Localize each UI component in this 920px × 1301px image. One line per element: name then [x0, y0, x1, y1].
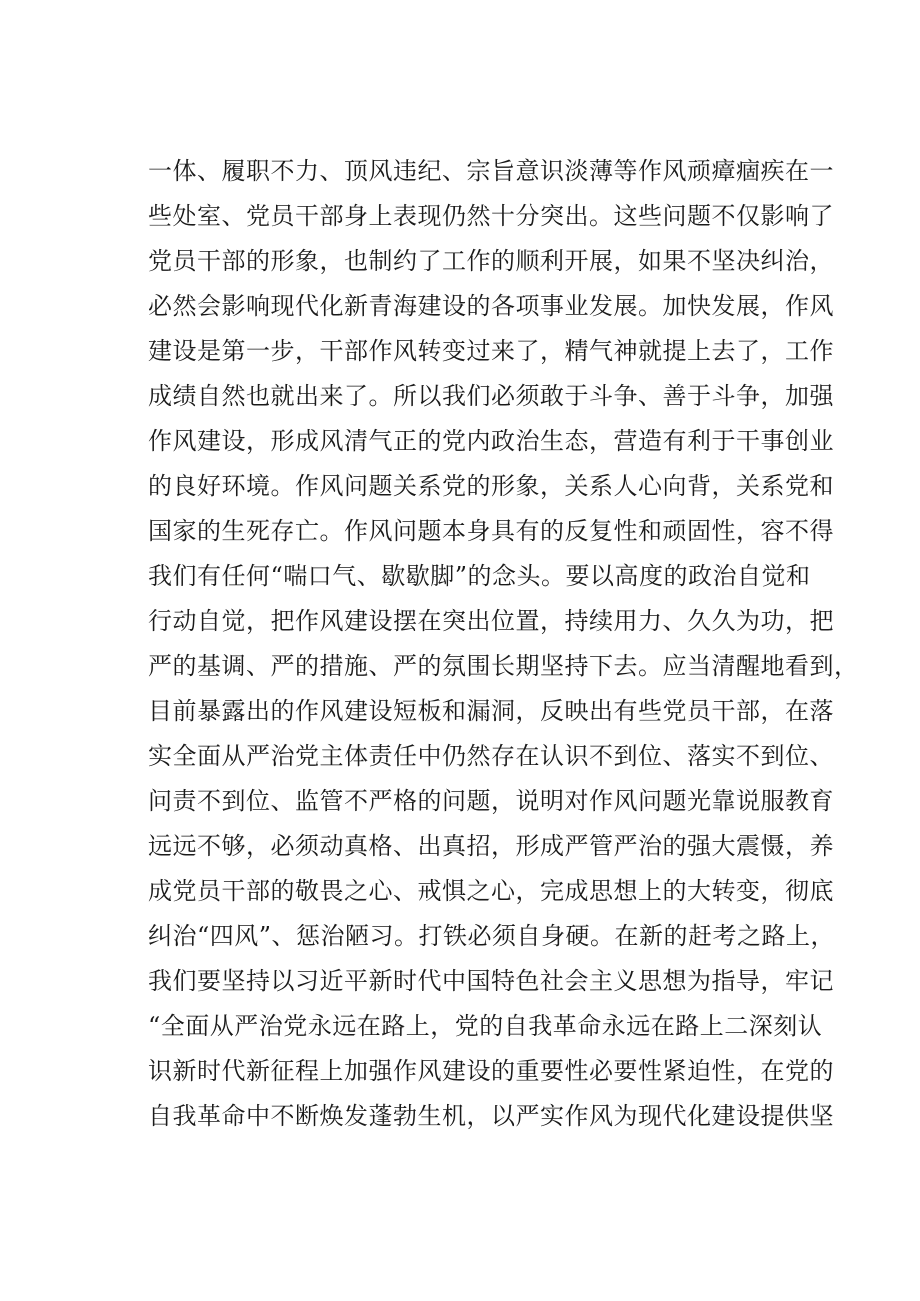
text-line: 识新时代新征程上加强作风建设的重要性必要性紧迫性，在党的: [148, 1057, 834, 1085]
text-line: 的良好环境。作风问题关系党的形象，关系人心向背，关系党和: [148, 472, 834, 500]
text-line: 纠治“四风”、惩治陋习。打铁必须自身硬。在新的赶考之路上，: [148, 922, 836, 950]
text-line: 问责不到位、监管不严格的问题，说明对作风问题光靠说服教育: [148, 787, 834, 815]
body-paragraph: [148, 149, 859, 1139]
text-line: 一体、履职不力、顶风违纪、宗旨意识淡薄等作风顽瘴痼疾在一: [148, 157, 834, 185]
text-line: 党员干部的形象，也制约了工作的顺利开展，如果不坚决纠治，: [148, 247, 834, 275]
text-line: 行动自觉，把作风建设摆在突出位置，持续用力、久久为功，把: [148, 607, 834, 635]
text-line: 必然会影响现代化新青海建设的各项事业发展。加快发展，作风: [148, 292, 834, 320]
text-line: 成党员干部的敬畏之心、戒惧之心，完成思想上的大转变，彻底: [148, 877, 834, 905]
text-line: 作风建设，形成风清气正的党内政治生态，营造有利于干事创业: [148, 427, 834, 455]
text-line: 远远不够，必须动真格、出真招，形成严管严治的强大震慑，养: [148, 832, 834, 860]
text-line: 实全面从严治党主体责任中仍然存在认识不到位、落实不到位、: [148, 742, 834, 770]
text-line: 建设是第一步，干部作风转变过来了，精气神就提上去了，工作: [148, 337, 834, 365]
text-line: 国家的生死存亡。作风问题本身具有的反复性和顽固性，容不得: [148, 517, 834, 545]
text-line: 自我革命中不断焕发蓬勃生机，以严实作风为现代化建设提供坚: [148, 1102, 834, 1130]
text-line: 些处室、党员干部身上表现仍然十分突出。这些问题不仅影响了: [148, 202, 834, 230]
text-line: “全面从严治党永远在路上，党的自我革命永远在路上二深刻认: [148, 1012, 823, 1040]
text-line: 成绩自然也就出来了。所以我们必须敢于斗争、善于斗争，加强: [148, 382, 834, 410]
text-line: 严的基调、严的措施、严的氛围长期坚持下去。应当清醒地看到，: [148, 652, 859, 680]
text-line: 我们要坚持以习近平新时代中国特色社会主义思想为指导，牢记: [148, 967, 834, 995]
text-line: 目前暴露出的作风建设短板和漏洞，反映出有些党员干部，在落: [148, 697, 834, 725]
text-line: 我们有任何“喘口气、歇歇脚”的念头。要以高度的政治自觉和: [148, 562, 811, 590]
